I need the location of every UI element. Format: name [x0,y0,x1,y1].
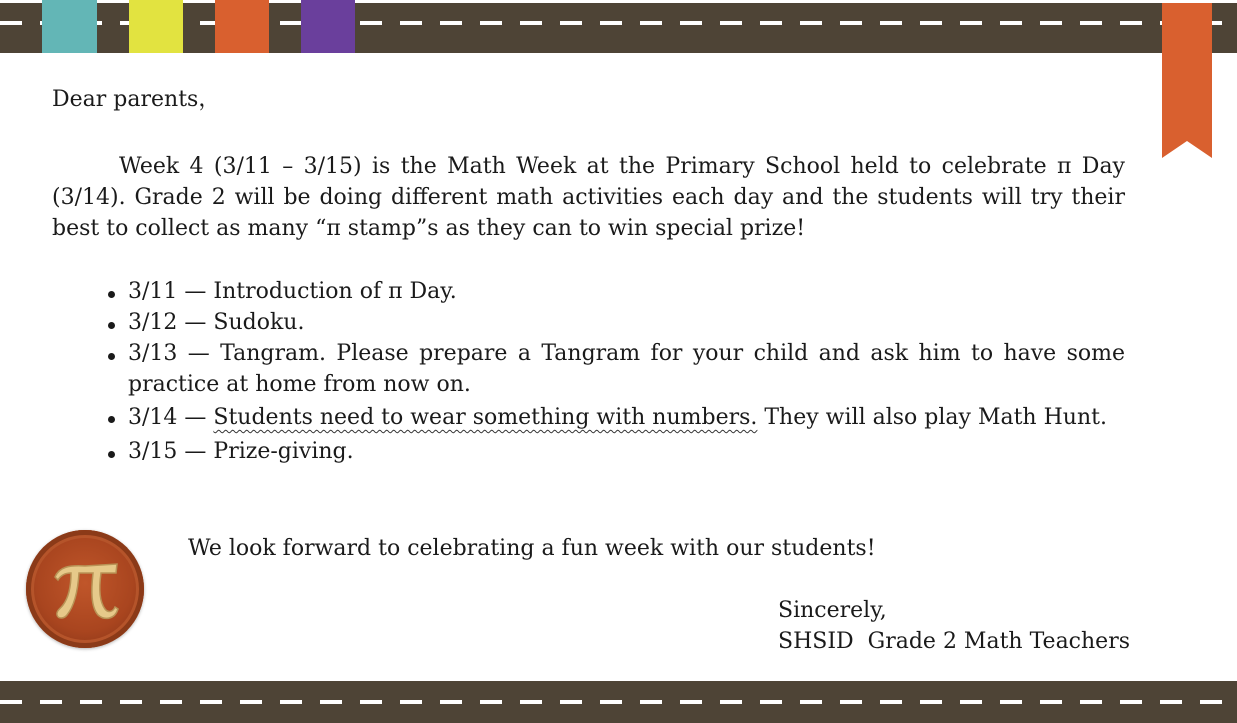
list-item [128,400,1125,436]
highlighted-note: Students need to wear something with numbers. [213,405,758,430]
signoff [778,595,1130,657]
purple-tab [301,0,355,53]
bottom-border-strip [0,681,1237,723]
signoff-signature: SHSID Grade 2 Math Teachers [778,629,1130,654]
list-item: 3/13 — Tangram. Please prepare a Tangram for your child and ask him to have some practice at home from now on. [128,338,1125,400]
schedule-prefix: 3/14 — [128,405,214,430]
schedule-list [128,276,1125,467]
schedule-suffix: They will also play Math Hunt. [757,405,1107,430]
signoff-salutation: Sincerely, [778,598,887,623]
teal-tab [42,0,97,53]
orange-tab [215,0,269,53]
list-item: 3/11 — Introduction of π Day. [128,276,1125,307]
intro-paragraph: Week 4 (3/11 – 3/15) is the Math Week at the Primary School held to celebrate π Day (3/14). Grade 2 will be doing different math activities each day and the students will try their best to collect as many “π stamp”s as they can to win special prize! [52,154,1125,241]
bottom-dashed-line [0,700,1237,704]
greeting: Dear parents， [52,87,221,112]
pi-symbol-icon [45,549,125,629]
closing-line: We look forward to celebrating a fun week with our students! [188,536,876,561]
yellow-tab [129,0,183,53]
top-border-strip [0,3,1237,53]
list-item: 3/12 — Sudoku. [128,307,1125,338]
pi-badge [26,530,144,648]
top-dashed-line [0,21,1237,25]
bookmark-ribbon [1162,3,1212,158]
list-item: 3/15 — Prize-giving. [128,436,1125,467]
